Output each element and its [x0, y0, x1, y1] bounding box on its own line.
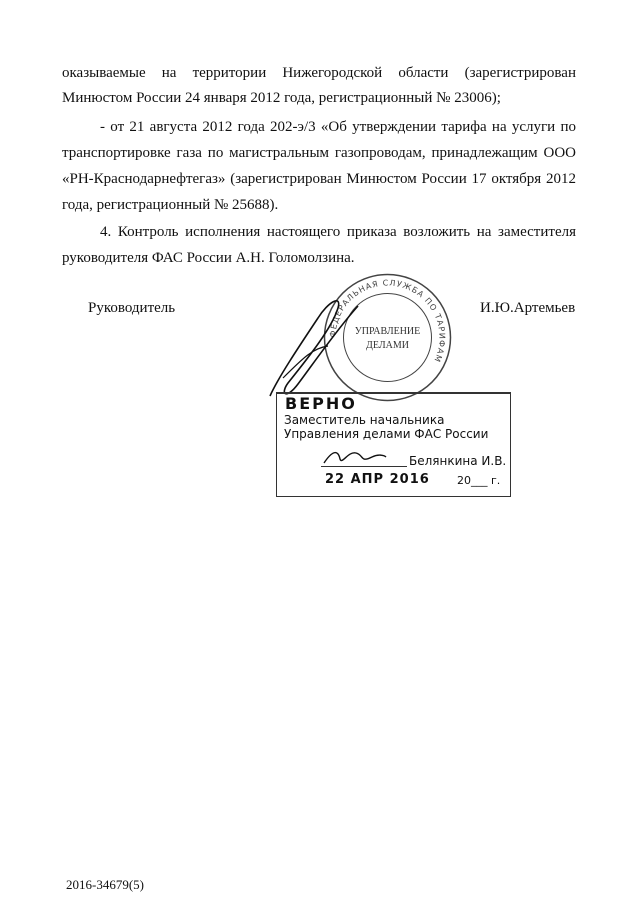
stamp-year-blank: 20___ г. [457, 474, 501, 487]
body-line-5: «РН-Краснодарнефтегаз» (зарегистрирован Минюстом России 17 октября 2012 [62, 171, 576, 187]
body-line-2: Минюстом России 24 января 2012 года, регистрационный № 23006); [62, 90, 501, 106]
seal-center-line1: УПРАВЛЕНИЕ [354, 326, 421, 337]
stamp-title: ВЕРНО [285, 394, 357, 413]
stamp-date: 22 АПР 2016 [325, 472, 430, 487]
seal-ring-text: ФЕДЕРАЛЬНАЯ СЛУЖБА ПО ТАРИФАМ [328, 278, 447, 364]
signatory-name: И.Ю.Артемьев [480, 300, 576, 316]
certification-stamp [276, 392, 511, 497]
document-number: 2016-34679(5) [66, 877, 144, 892]
handwritten-signature [258, 288, 378, 408]
stamp-name: Белянкина И.В. [409, 454, 507, 468]
signatory-position: Руководитель [88, 300, 176, 316]
body-line-4: транспортировке газа по магистральным газопроводам, принадлежащим ООО [62, 145, 576, 161]
seal-center-line2: ДЕЛАМИ [366, 340, 409, 351]
stamp-signature [320, 445, 390, 469]
body-line-1: оказываемые на территории Нижегородской области (зарегистрирован [62, 65, 576, 81]
body-line-6: года, регистрационный № 25688). [62, 197, 279, 213]
stamp-position-line2: Управления делами ФАС России [284, 427, 489, 441]
body-line-7: 4. Контроль исполнения настоящего приказа возложить на заместителя [100, 224, 576, 240]
body-line-8: руководителя ФАС России А.Н. Голомолзина. [62, 250, 355, 266]
stamp-position-line1: Заместитель начальника [284, 413, 445, 427]
body-line-3: - от 21 августа 2012 года 202-э/3 «Об утверждении тарифа на услуги по [100, 119, 576, 135]
